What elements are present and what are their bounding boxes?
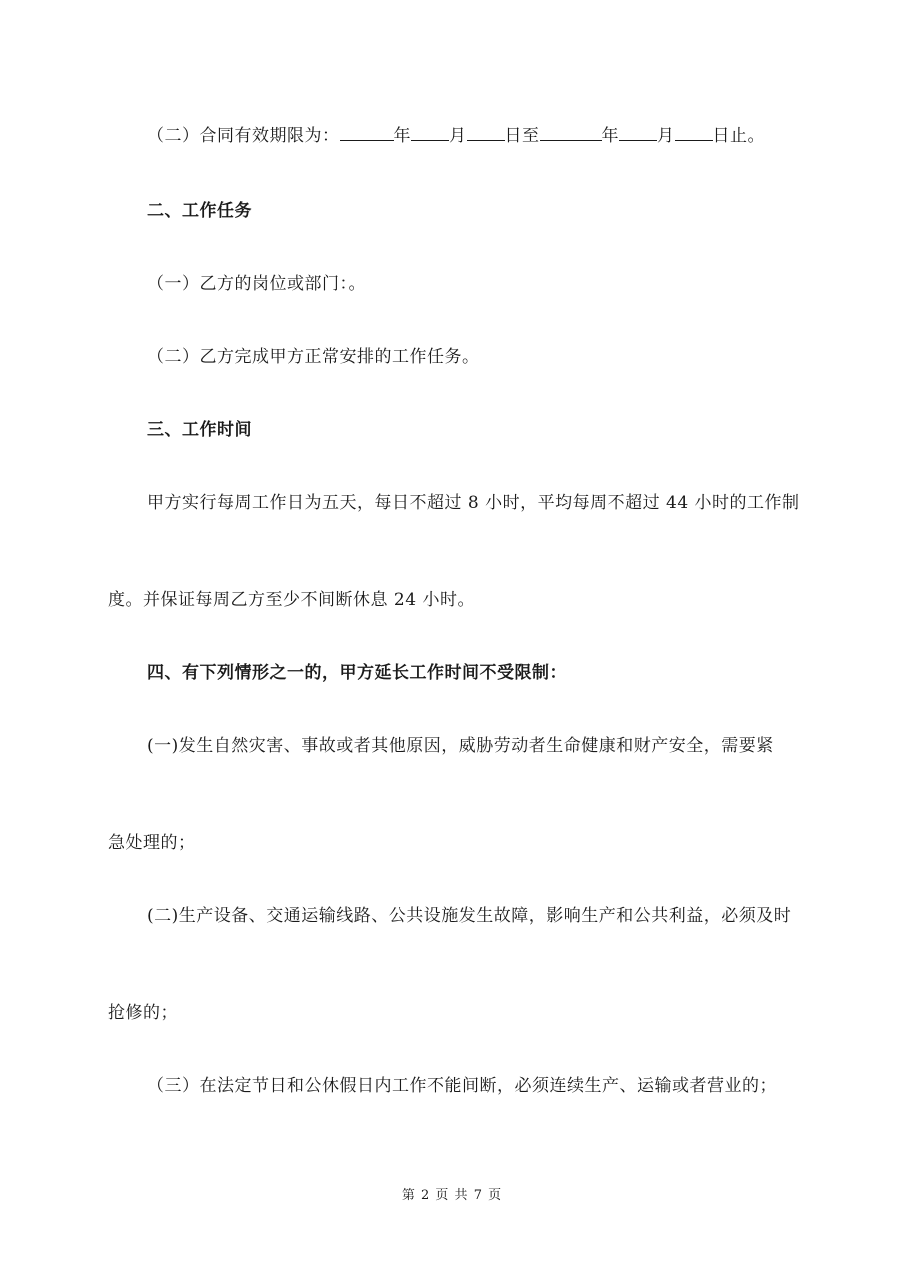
section-2-item-2: （二）乙方完成甲方正常安排的工作任务。: [147, 347, 480, 367]
contract-term-line: [147, 124, 765, 148]
start-month-label: 月: [449, 126, 467, 146]
section-4-heading: 四、有下列情形之一的，甲方延长工作时间不受限制：: [147, 663, 567, 683]
section-4-item-1-line-1: (一)发生自然灾害、事故或者其他原因，威胁劳动者生命健康和财产安全，需要紧: [147, 736, 774, 756]
end-day-blank[interactable]: [675, 124, 713, 141]
start-day-blank[interactable]: [467, 124, 505, 141]
section-4-item-2-line-2: 抢修的；: [108, 1003, 178, 1023]
contract-term-prefix: （二）合同有效期限为：: [147, 126, 340, 146]
end-month-label: 月: [657, 126, 675, 146]
end-year-label: 年: [601, 126, 619, 146]
start-month-blank[interactable]: [411, 124, 449, 141]
section-4-item-2-line-1: (二)生产设备、交通运输线路、公共设施发生故障，影响生产和公共利益，必须及时: [147, 906, 792, 926]
page-number-footer: 第 2 页 共 7 页: [401, 1188, 503, 1203]
section-2-item-1: （一）乙方的岗位或部门：。: [147, 274, 366, 294]
start-year-label: 年: [393, 126, 411, 146]
section-3-heading: 三、工作时间: [147, 420, 252, 440]
section-3-paragraph-line-2: 度。并保证每周乙方至少不间断休息 24 小时。: [108, 590, 475, 610]
end-year-blank[interactable]: [540, 124, 602, 141]
start-year-blank[interactable]: [340, 124, 394, 141]
section-4-item-3: （三）在法定节日和公休假日内工作不能间断，必须连续生产、运输或者营业的；: [147, 1076, 777, 1096]
section-2-heading: 二、工作任务: [147, 201, 252, 221]
section-3-paragraph-line-1: 甲方实行每周工作日为五天，每日不超过 8 小时，平均每周不超过 44 小时的工作制: [147, 493, 800, 513]
end-day-label: 日止。: [712, 126, 765, 146]
section-4-item-1-line-2: 急处理的；: [108, 833, 196, 853]
start-day-to-label: 日至: [504, 126, 540, 146]
end-month-blank[interactable]: [619, 124, 657, 141]
